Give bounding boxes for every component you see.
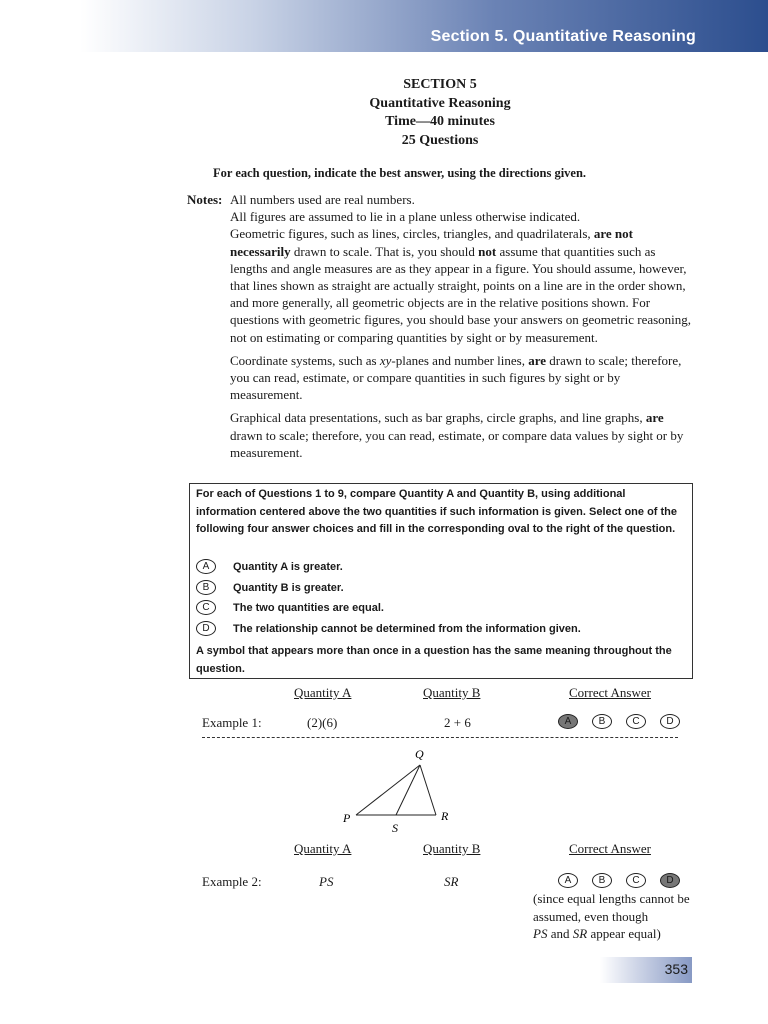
note-graphical-data: [230, 409, 692, 461]
notes-label: Notes:: [187, 192, 223, 207]
choice-text: Quantity A is greater.: [233, 561, 343, 573]
choice-oval: D: [196, 621, 216, 636]
column-header-quantity-b: Quantity B: [423, 841, 481, 856]
segment-qs: [396, 765, 420, 815]
example-2-quantity-b: SR: [444, 874, 459, 889]
note-geometric-figures: [230, 208, 692, 346]
choice-oval: B: [196, 580, 216, 595]
note-italic: xy: [379, 352, 392, 368]
example-1-answer-oval-d: D: [660, 714, 680, 729]
column-header-quantity-b: Quantity B: [423, 685, 481, 700]
note-text: Graphical data presentations, such as bar graphs, circle graphs, and line graphs,: [230, 410, 643, 426]
choice-oval: C: [196, 600, 216, 615]
label-q: Q: [415, 747, 424, 761]
note-text: Coordinate systems, such as: [230, 352, 377, 368]
header-banner: [80, 0, 768, 52]
example-2-answer-oval-a: A: [558, 873, 578, 888]
segment-pq: [356, 765, 420, 815]
directions-footer: A symbol that appears more than once in a question has the same meaning throughout the question.: [196, 645, 672, 675]
column-header-correct-answer: Correct Answer: [569, 685, 651, 700]
note-text: drawn to scale; therefore, you can read, estimate, or compare quantities in such figures by sight or by measurement.: [230, 352, 682, 403]
section-number: SECTION 5: [403, 77, 477, 92]
label-s: S: [392, 821, 398, 835]
example-1-quantity-b: 2 + 6: [444, 715, 471, 730]
note-coordinate-systems: [230, 352, 692, 404]
instruction-text: For each question, indicate the best answer, using the directions given.: [213, 166, 587, 180]
column-header-correct-answer: Correct Answer: [569, 841, 651, 856]
example-1-label: Example 1:: [202, 715, 262, 730]
example-2-answer-oval-c: C: [626, 873, 646, 888]
example-2-answer-oval-d: D: [660, 873, 680, 888]
choice-text: Quantity B is greater.: [233, 582, 344, 594]
section-question-count: 25 Questions: [401, 132, 479, 148]
divider: [202, 737, 678, 738]
note-text: assume that quantities such as lengths and angle measures are as they appear in a figure. You should assume, however, that lines shown as straight are actually straight, points on a line are in the order shown, and more generally, all geometric objects are in the relative positions shown. For questions with geometric figures, you should base your answers on geometric reasoning, not on estimating or comparing quantities by sight or by measurement.: [230, 243, 692, 345]
example-1-answer-oval-b: B: [592, 714, 612, 729]
example-1-quantity-a: (2)(6): [307, 715, 338, 730]
note-emphasis: are: [528, 352, 547, 368]
explanation-text: appear equal): [590, 926, 661, 941]
header-title: Section 5. Quantitative Reasoning: [430, 28, 696, 45]
choice-text: The relationship cannot be determined from the information given.: [233, 623, 581, 635]
page-number-bar: [600, 957, 692, 983]
note-text: drawn to scale; therefore, you can read, estimate, or compare data values by sight or by measurement.: [230, 427, 684, 460]
example-2-explanation: [533, 890, 703, 943]
column-header-quantity-a: Quantity A: [294, 841, 352, 856]
explanation-ps: PS: [533, 926, 548, 941]
note-real-numbers: All numbers used are real numbers.: [230, 192, 415, 207]
example-1-answer-oval-a: A: [558, 714, 578, 729]
example-2-quantity-a: PS: [319, 874, 334, 889]
label-p: P: [343, 811, 351, 825]
page-number: 353: [664, 961, 688, 977]
choice-text: The two quantities are equal.: [233, 602, 384, 614]
label-r: R: [441, 809, 449, 823]
triangle-figure: [330, 745, 470, 835]
explanation-text: and: [550, 926, 570, 941]
example-1-answer-oval-c: C: [626, 714, 646, 729]
explanation-sr: SR: [572, 926, 588, 941]
section-heading: [0, 76, 768, 150]
note-text: All figures are assumed to lie in a plane unless otherwise indicated.: [230, 209, 581, 225]
choice-oval: A: [196, 559, 216, 574]
directions-box: [189, 483, 693, 679]
segment-qr: [420, 765, 436, 815]
note-text: Geometric figures, such as lines, circles, triangles, and quadrilaterals,: [230, 226, 591, 242]
section-time: Time—40 minutes: [385, 114, 495, 129]
notes: [187, 191, 692, 467]
directions-intro: For each of Questions 1 to 9, compare Quantity A and Quantity B, using additional information centered above the two quantities if such information is given. Select one of the following four answer choices and fill in the corresponding oval to the right of the question.: [196, 488, 678, 535]
note-text: drawn to scale. That is, you should: [293, 243, 475, 259]
note-emphasis: are not necessarily: [230, 226, 633, 259]
explanation-text: (since equal lengths cannot be assumed, even though: [533, 891, 690, 924]
column-header-quantity-a: Quantity A: [294, 685, 352, 700]
section-name: Quantitative Reasoning: [369, 95, 511, 111]
note-text: -planes and number lines,: [391, 352, 525, 368]
example-2-answer-oval-b: B: [592, 873, 612, 888]
note-emphasis: are: [645, 410, 664, 426]
note-emphasis: not: [478, 243, 497, 259]
example-2-label: Example 2:: [202, 874, 262, 889]
